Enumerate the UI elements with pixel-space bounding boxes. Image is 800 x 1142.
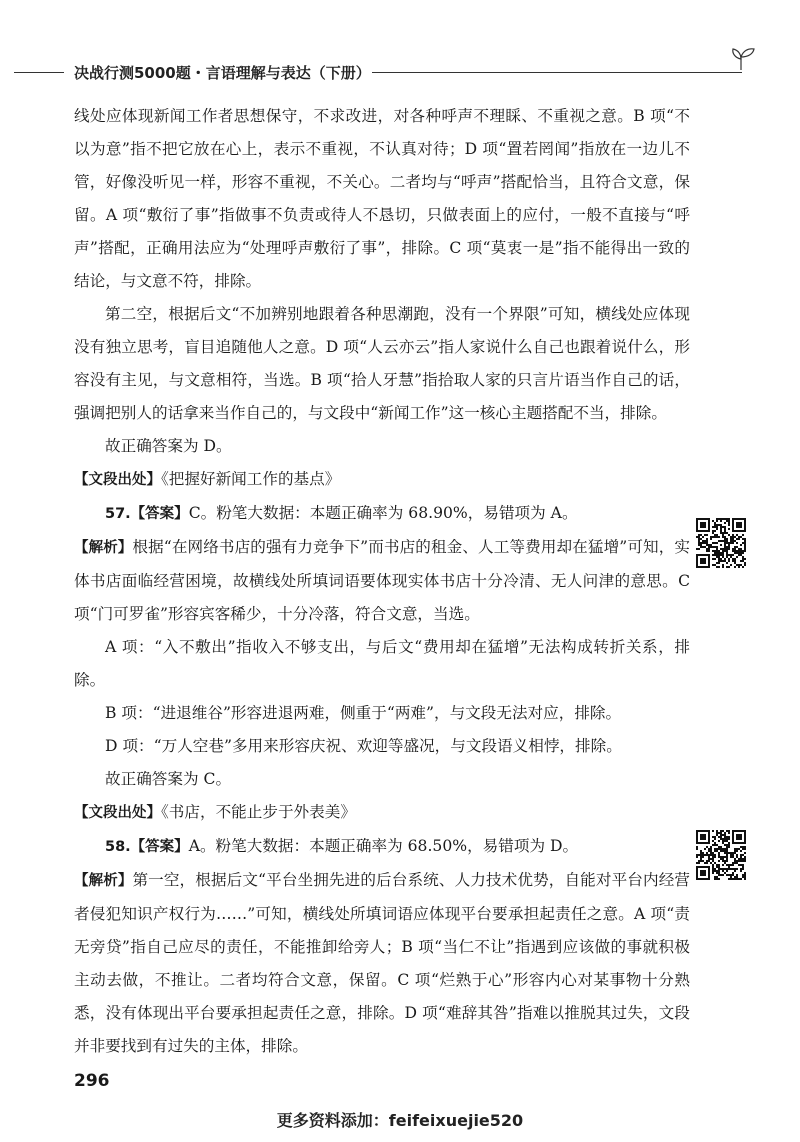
paragraph: B 项：“进退维谷”形容进退两难，侧重于“两难”，与文段无法对应，排除。: [105, 704, 622, 722]
paragraph: 线处应体现新闻工作者思想保守，不求改进，对各种呼声不理睬、不重视之意。B 项“不以为意”指不把它放在心上，表示不重视，不认真对待；D 项“置若罔闻”指放在一边儿不管，好像没听见一样，形容不重视，不关心。二者均与“呼声”搭配恰当，且符合文意，保留。A 项“敷衍了事”指做事不负责或待人不恳切，只做表面上的应付，一般不直接与“呼声”搭配，正确用法应为“处理呼声敷衍了事”，排除。C 项“莫衷一是”指不能得出一致的结论，与文意不符，排除。: [74, 107, 690, 290]
running-header: [0, 58, 800, 88]
source-line: 【文段出处】《把握好新闻工作的基点》: [74, 470, 341, 488]
header-title: 决战行测5000题・言语理解与表达（下册）: [74, 64, 371, 82]
answer-line-58: 58.【答案】A。粉笔大数据：本题正确率为 68.50%，易错项为 D。: [105, 837, 579, 855]
header-rule-right: [372, 72, 742, 73]
header-rule-left: [14, 72, 64, 73]
source-tag: 【文段出处】: [74, 805, 161, 821]
answer-tag: 57.【答案】: [105, 506, 189, 522]
paragraph: 故正确答案为 C。: [105, 770, 232, 788]
analysis-tag: 【解析】: [74, 873, 133, 889]
paragraph: A 项：“入不敷出”指收入不够支出，与后文“费用却在猛增”无法构成转折关系，排除。: [74, 638, 690, 689]
source-line: 【文段出处】《书店，不能止步于外表美》: [74, 803, 356, 821]
sprout-icon: [728, 42, 758, 72]
paragraph: D 项：“万人空巷”多用来形容庆祝、欢迎等盛况，与文段语义相悖，排除。: [105, 737, 622, 755]
answer-tag: 58.【答案】: [105, 839, 189, 855]
page-content: [74, 100, 690, 1063]
analysis-paragraph: 【解析】第一空，根据后文“平台坐拥先进的后台系统、人力技术优势，自能对平台内经营者侵犯知识产权行为……”可知，横线处所填词语应体现平台要承担起责任之意。A 项“责无旁贷”指自己应尽的责任，不能推卸给旁人；B 项“当仁不让”指遇到应该做的事就积极主动去做，不推让。二者均符合文意，保留。C 项“烂熟于心”形容内心对某事物十分熟悉，没有体现出平台要承担起责任之意，排除。D 项“难辞其咎”指难以推脱其过失，文段并非要找到有过失的主体，排除。: [74, 871, 690, 1055]
qr-code-icon[interactable]: [696, 830, 746, 880]
source-tag: 【文段出处】: [74, 472, 161, 488]
qr-code-icon[interactable]: [696, 518, 746, 568]
analysis-tag: 【解析】: [74, 540, 133, 556]
paragraph: 第二空，根据后文“不加辨别地跟着各种思潮跑，没有一个界限”可知，横线处应体现没有独立思考，盲目追随他人之意。D 项“人云亦云”指人家说什么自己也跟着说什么，形容没有主见，与文意相符，当选。B 项“拾人牙慧”指拾取人家的只言片语当作自己的话，强调把别人的话拿来当作自己的，与文段中“新闻工作”这一核心主题搭配不当，排除。: [74, 305, 690, 422]
analysis-paragraph: 【解析】根据“在网络书店的强有力竞争下”而书店的租金、人工等费用却在猛增”可知，实体书店面临经营困境，故横线处所填词语要体现实体书店十分冷清、无人问津的意思。C 项“门可罗雀”形容宾客稀少，十分冷落，符合文意，当选。: [74, 538, 690, 623]
footer-contact: 更多资料添加：feifeixuejie520: [276, 1111, 524, 1130]
paragraph: 故正确答案为 D。: [105, 437, 232, 455]
page-number: 296: [74, 1071, 110, 1091]
answer-line-57: 57.【答案】C。粉笔大数据：本题正确率为 68.90%，易错项为 A。: [105, 504, 578, 522]
